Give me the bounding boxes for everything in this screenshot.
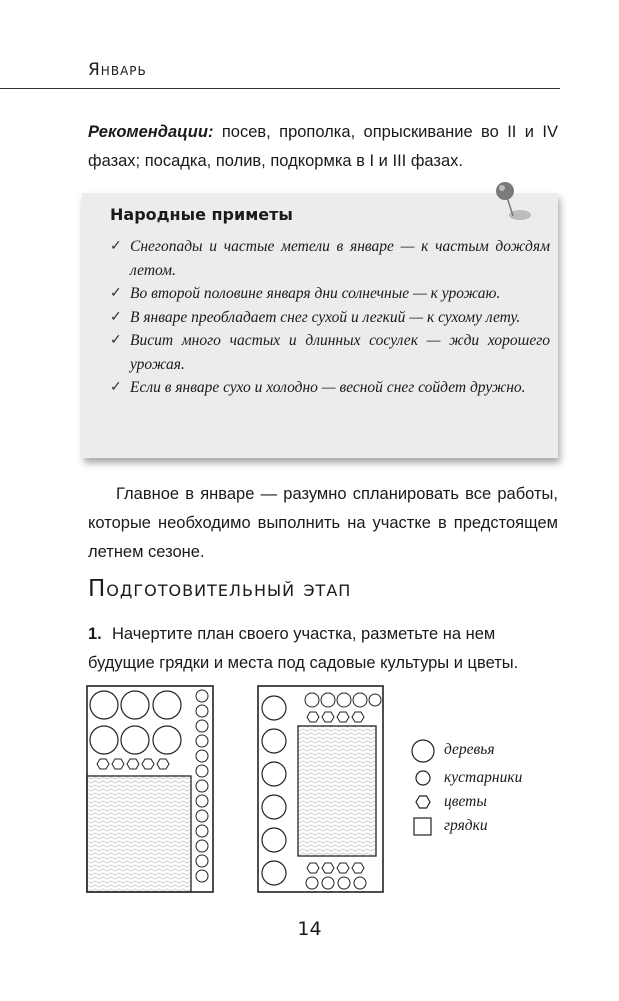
main-paragraph: Главное в январе — разумно спланировать все работы, которые необходимо выполнить на участке в предстоящем летнем сезоне. — [88, 485, 558, 561]
garden-plans-diagram — [85, 684, 385, 899]
hexagon-icon — [410, 790, 438, 814]
step-1 — [88, 620, 558, 678]
running-header: Январь — [88, 60, 147, 80]
large-circle-icon — [410, 738, 438, 766]
step-text: Начертите план своего участка, разметьте на нем будущие грядки и места под садовые культуры и цветы. — [88, 625, 519, 672]
checkmark-icon: ✓ — [110, 239, 122, 254]
list-item: ✓ Снегопады и частые метели в январе — к частым дождям летом. — [110, 235, 550, 282]
recommendations-text: посев, прополка, опрыскивание во II и IV фазах; посадка, полив, подкормка в I и III фазах. — [88, 123, 558, 170]
list-item: ✓ Во второй половине января дни солнечные — к урожаю. — [110, 282, 550, 306]
pushpin-icon — [494, 180, 534, 226]
list-item: ✓ Если в январе сухо и холодно — весной снег сойдет дружно. — [110, 376, 550, 400]
card-title: Народные приметы — [110, 205, 293, 224]
list-item: ✓ Висит много частых и длинных сосулек — жди хорошего урожая. — [110, 329, 550, 376]
recommendations-paragraph — [88, 118, 558, 176]
small-circle-icon — [410, 766, 438, 790]
omens-list — [110, 235, 550, 400]
section-title: Подготовительный этап — [88, 576, 352, 602]
checkmark-icon: ✓ — [110, 333, 122, 348]
recommendations-label: Рекомендации: — [88, 123, 214, 141]
square-icon — [410, 814, 438, 838]
folk-omens-card — [82, 193, 558, 458]
page-number: 14 — [297, 918, 322, 940]
header-rule — [0, 88, 560, 89]
step-number: 1. — [88, 625, 102, 643]
checkmark-icon: ✓ — [110, 309, 122, 325]
checkmark-icon: ✓ — [110, 286, 122, 301]
plan-2 — [258, 686, 383, 892]
list-item: ✓ В январе преобладает снег сухой и легкий — к сухому лету. — [110, 306, 550, 330]
checkmark-icon: ✓ — [110, 380, 122, 395]
plan-1 — [87, 686, 213, 892]
